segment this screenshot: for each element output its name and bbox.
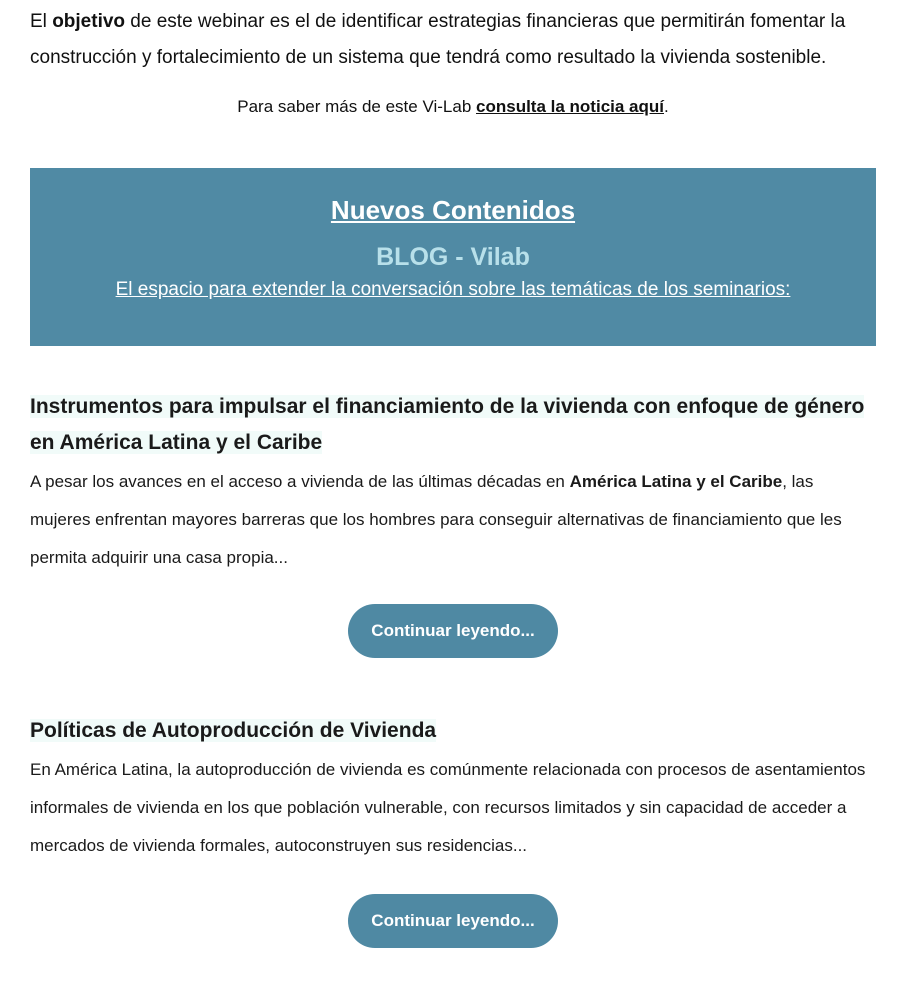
- banner-subtitle: BLOG - Vilab: [376, 243, 530, 271]
- intro-text-pre: El: [30, 11, 53, 32]
- continue-reading-button[interactable]: Continuar leyendo...: [348, 894, 558, 948]
- article-button-wrap: [30, 604, 876, 658]
- intro-paragraph: [30, 4, 880, 76]
- article-title-text: Instrumentos para impulsar el financiamiento de la vivienda con enfoque de género en América Latina y el Caribe: [30, 395, 865, 454]
- article-title-text: Políticas de Autoproducción de Vivienda: [30, 719, 437, 742]
- article-summary-pre: En América Latina, la autoproducción de vivienda es comúnmente relacionada con procesos de asentamientos informales de vivienda en los que población vulnerable, con recursos limitados y sin capacidad de acceder a mercados de vivienda formales, autoconstruyen sus residencias...: [30, 760, 866, 855]
- banner-title[interactable]: Nuevos Contenidos: [330, 195, 576, 225]
- more-info-period: .: [664, 97, 669, 116]
- continue-reading-button[interactable]: Continuar leyendo...: [348, 604, 558, 658]
- article-button-wrap: [30, 894, 876, 948]
- article-summary: [30, 751, 876, 865]
- more-info-line: [30, 92, 876, 122]
- new-content-banner: [30, 168, 876, 346]
- banner-link[interactable]: El espacio para extender la conversación sobre las temáticas de los seminarios:: [115, 279, 791, 300]
- article-title: [30, 713, 876, 749]
- news-link[interactable]: consulta la noticia aquí: [476, 97, 664, 116]
- article-summary: [30, 463, 876, 577]
- article-summary-post: , las mujeres enfrentan mayores barreras que los hombres para conseguir alternativas de financiamiento que les permita adquirir una casa propia...: [30, 472, 842, 567]
- article-summary-bold: América Latina y el Caribe: [569, 472, 783, 491]
- intro-text-post: de este webinar es el de identificar estrategias financieras que permitirán fomentar la construcción y fortalecimiento de un sistema que tendrá como resultado la vivienda sostenible.: [30, 11, 846, 68]
- more-info-text: Para saber más de este Vi-Lab: [237, 97, 477, 116]
- intro-text-bold: objetivo: [52, 11, 126, 32]
- article-card-2: [30, 713, 876, 930]
- article-card-1: [30, 389, 876, 640]
- article-summary-pre: A pesar los avances en el acceso a vivienda de las últimas décadas en: [30, 472, 570, 491]
- article-title: [30, 389, 876, 461]
